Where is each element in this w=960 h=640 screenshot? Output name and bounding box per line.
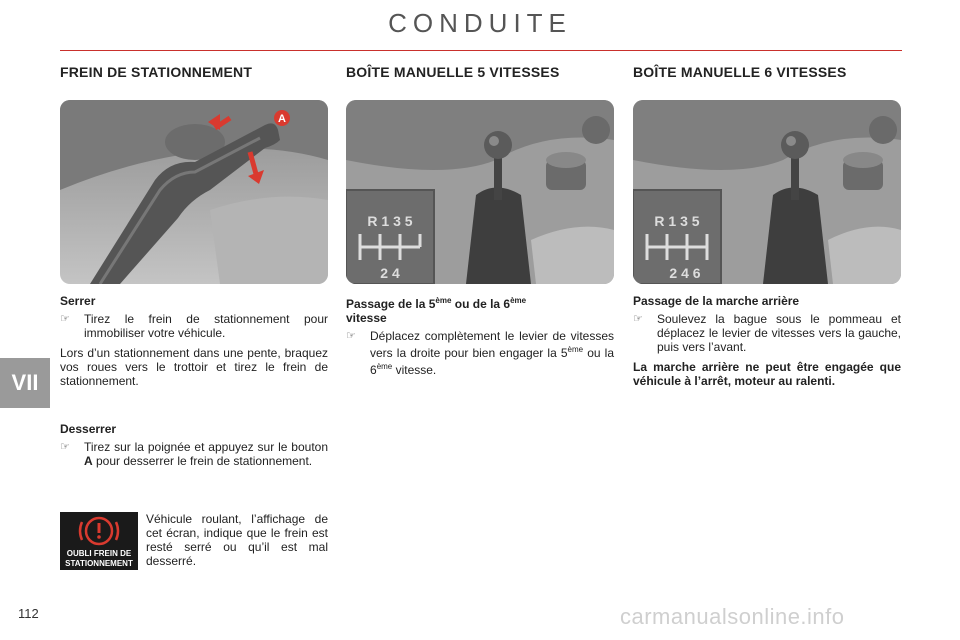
bv5-bullet-sup1: ème [567,345,584,354]
gear-pattern-bottom-6: 2 4 6 [669,265,701,281]
bv5-bullet [346,329,614,377]
gearbox-6-illustration [633,100,901,284]
parking-brake-warning-display [60,512,138,570]
serrer-bullet [60,312,328,340]
desserrer-bullet [60,440,328,468]
serrer-heading: Serrer [60,294,96,308]
bullet-icon: ☞ [633,313,643,325]
bv6-text [633,294,901,388]
bv5-text [346,294,614,383]
heading-bv5: BOÎTE MANUELLE 5 VITESSES [346,64,560,80]
warning-label-line1: OUBLI FREIN DE [66,549,132,558]
bv5-heading-a: Passage de la 5 [346,297,436,311]
bullet-icon: ☞ [346,330,356,342]
desserrer-heading: Desserrer [60,422,117,436]
watermark: carmanualsonline.info [620,604,845,629]
chapter-tab: VII [0,358,50,408]
page-title: CONDUITE [388,8,572,38]
parking-brake-illustration [60,100,328,284]
bv5-bullet-sup2: ème [376,362,393,371]
bv6-warning: La marche arrière ne peut être engagée que véhicule à l’arrêt, moteur au ralenti. [633,360,901,388]
desserrer-text-end: pour desserrer le frein de stationnement. [92,454,313,468]
bv5-heading-sup1: ème [435,296,452,305]
gearbox-5-illustration [346,100,614,284]
bv5-heading-c: vitesse [346,311,387,325]
gear-pattern-bottom-5: 2 4 [380,265,400,281]
bv5-heading-sup2: ème [510,296,527,305]
serrer-bullet-text: Tirez le frein de stationnement pour immobiliser votre véhicule. [84,312,328,340]
bv5-bullet-c: vitesse. [392,363,437,377]
warning-caption: Véhicule roulant, l’affichage de cet écran, indique que le frein est resté serré ou qu’il est mal desserré. [146,512,328,568]
column-bv6 [633,64,903,80]
bv5-heading [346,294,614,325]
frein-text [60,294,328,474]
badge-a: A [278,113,286,125]
column-bv5 [346,64,616,80]
column-frein [60,64,330,80]
gear-pattern-top-5: R 1 3 5 [367,213,413,229]
heading-bv6: BOÎTE MANUELLE 6 VITESSES [633,64,847,80]
title-divider [60,50,902,51]
bv5-bullet-text [370,329,614,377]
bv6-bullet [633,312,901,354]
bv5-bullet-a: Déplacez complètement le levier de vitesses vers la droite pour bien engager la 5 [370,329,614,360]
warning-label-line2: STATIONNEMENT [65,559,133,568]
desserrer-text-start: Tirez sur la poignée et appuyez sur le bouton [84,440,328,454]
serrer-note: Lors d’un stationnement dans une pente, braquez vos roues vers le trottoir et tirez le frein de stationnement. [60,346,328,388]
page-number: 112 [18,606,39,621]
gear-pattern-top-6: R 1 3 5 [654,213,700,229]
bv5-heading-b: ou de la 6 [451,297,511,311]
bullet-icon: ☞ [60,441,70,453]
button-a-ref: A [84,454,93,468]
heading-frein: FREIN DE STATIONNEMENT [60,64,253,80]
bv6-heading: Passage de la marche arrière [633,294,800,308]
desserrer-bullet-text [84,440,328,468]
bv6-bullet-text: Soulevez la bague sous le pommeau et déplacez le levier de vitesses vers la gauche, puis vers l’avant. [657,312,901,354]
bv5-bullet-b: ou la 6 [370,346,614,377]
bullet-icon: ☞ [60,313,70,325]
